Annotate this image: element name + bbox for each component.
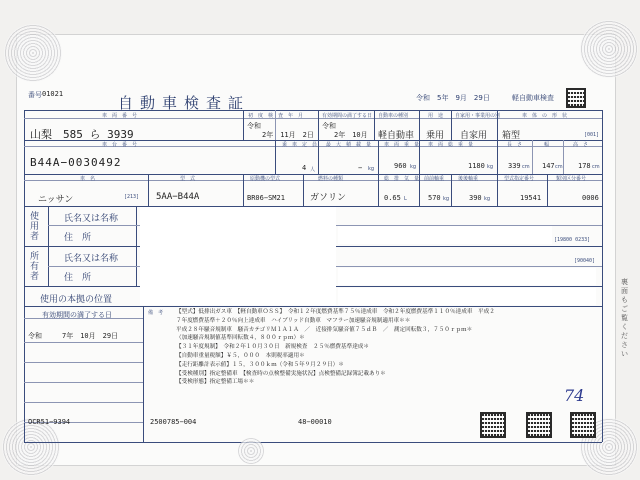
remark-line: 【自動車重量税額】￥５，０００ 本則税率適用＊ <box>176 352 305 359</box>
redacted-area <box>140 207 336 305</box>
chassis-header: 車 台 番 号 <box>102 142 138 148</box>
vehicle-kind: 軽自動車 <box>378 131 415 141</box>
capacity-unit: 人 <box>310 167 316 173</box>
remarks-label: 備 考 <box>148 310 164 316</box>
remark-line: 平成２８年騒音規制車 騒音カテゴリＭ１Ａ１Ａ ／ 近接排気騒音値７５ｄＢ ／ 測定回転数３，７５０ｒｐｍ＊ <box>176 326 473 333</box>
height-value: 178 <box>578 162 591 170</box>
side-note: 裏面もご覧ください <box>621 278 628 358</box>
footer-ocr-code: OCR51−9394 <box>28 418 71 426</box>
validity-era: 令和 <box>28 332 42 340</box>
body-shape: 箱型 <box>502 131 521 141</box>
qr-code <box>480 412 506 438</box>
rear-axle-unit: kg <box>484 196 491 202</box>
remark-line: 【３１年度規制】 令和２年１０月３０日 新規検査 ２５％燃費基準達成＊ <box>176 344 369 351</box>
gross-weight-value: 1180 <box>468 162 485 170</box>
displacement-unit: L <box>404 196 407 202</box>
validity-label: 有効期間の満了する日 <box>42 311 112 319</box>
chassis-number: B44A−0030492 <box>30 156 122 169</box>
displacement-header: 総 排 気 量 <box>384 176 420 182</box>
remarks-list <box>176 308 495 387</box>
maker-name: ニッサン <box>38 195 74 205</box>
usage-header: 用 途 <box>428 113 444 119</box>
front-axle-header: 前前軸重 <box>424 176 445 182</box>
redacted-area <box>338 226 552 244</box>
class-number: 0006 <box>582 194 599 202</box>
usage: 乗用 <box>426 131 445 141</box>
purpose-header: 自家用・事業用の別 <box>455 113 501 119</box>
engine-model: BR06−SM21 <box>247 194 285 202</box>
height-unit: cm <box>592 164 600 170</box>
expiry-header: 有効期間の満了する日 <box>322 113 373 119</box>
plate-header: 車 両 番 号 <box>102 113 138 119</box>
gross-weight-header: 車 両 総 重 量 <box>428 142 474 148</box>
remark-line: 【受検形態】指定整備工場＊＊ <box>176 379 255 386</box>
page-title: 自動車検査証 <box>118 94 251 112</box>
first-reg-era: 令和 <box>247 122 261 130</box>
gross-weight-unit: kg <box>487 164 494 170</box>
max-load-unit: kg <box>368 166 375 172</box>
length-header: 長 さ <box>507 142 523 148</box>
front-axle-value: 570 <box>428 194 441 202</box>
seal-icon <box>238 438 264 464</box>
doc-number-label: 番号 <box>28 91 42 99</box>
height-header: 高 さ <box>573 142 589 148</box>
weight-value: 960 <box>394 162 407 170</box>
footer-serial: 2500785−004 <box>150 418 197 426</box>
first-reg-header: 初 度 検 査 年 月 <box>248 113 304 119</box>
rear-axle-header: 後後軸重 <box>458 176 479 182</box>
qr-code <box>570 412 596 438</box>
front-axle-unit: kg <box>443 196 450 202</box>
user-name-label: 氏名又は名称 <box>64 214 119 224</box>
owner-code: [90040] <box>574 258 596 264</box>
base-location-label: 使用の本拠の位置 <box>40 295 113 305</box>
owner-address-label: 住 所 <box>64 273 92 283</box>
model-header: 型 式 <box>180 176 196 182</box>
vehicle-kind-header: 自動車の種別 <box>378 113 409 119</box>
body-shape-code: [001] <box>584 132 600 138</box>
redacted-area <box>338 288 596 305</box>
model-cert-number: 19541 <box>520 194 542 202</box>
weight-header: 車 両 重 量 <box>384 142 420 148</box>
remark-line: 【型式】低排出ガス車 【軽自動車ＯＳＳ】 令和１２年度燃費基準７５％達成車 令和２年度燃費基準１１０％達成車 平成２ <box>176 309 495 315</box>
category-tag: 軽自動車検査 <box>512 94 554 102</box>
max-load-header: 最 大 積 載 量 <box>326 142 372 148</box>
first-reg-date: 2年 11月 2日 <box>262 131 314 139</box>
remark-line: （加速騒音規制値基準回転数４，８００ｒｐｍ）＊ <box>176 335 305 342</box>
width-header: 幅 <box>544 142 550 148</box>
issue-date: 令和 5年 9月 29日 <box>416 94 490 102</box>
user-address-label: 住 所 <box>64 233 92 243</box>
weight-unit: kg <box>410 164 417 170</box>
width-unit: cm <box>555 164 563 170</box>
corner-emblem-icon <box>4 24 62 82</box>
expiry-era: 令和 <box>322 122 336 130</box>
vehicle-model: 5AA−B44A <box>156 192 200 202</box>
length-value: 339 <box>508 162 521 170</box>
rear-axle-value: 390 <box>469 194 482 202</box>
qr-code <box>566 88 586 108</box>
purpose: 自家用 <box>460 131 488 141</box>
expiry-date: 2年 10月 <box>334 131 368 139</box>
maker-code: [213] <box>124 194 140 200</box>
owner-name-label: 氏名又は名称 <box>64 254 119 264</box>
body-shape-header: 車 体 の 形 状 <box>522 113 568 119</box>
length-unit: cm <box>522 164 530 170</box>
max-load-value: − <box>358 164 363 172</box>
corner-emblem-icon <box>580 20 638 78</box>
user-code: [19800 0233] <box>554 237 591 243</box>
displacement-value: 0.65 <box>384 194 401 202</box>
capacity-header: 乗 車 定 員 <box>282 142 318 148</box>
capacity-value: 4 <box>302 164 307 172</box>
footer-code: 48−00010 <box>298 418 332 426</box>
class-number-header: 類別区分番号 <box>556 176 587 182</box>
corner-emblem-icon <box>2 418 60 476</box>
plate-number: 山梨 585 ら 3939 <box>30 128 134 141</box>
maker-header: 車 名 <box>80 176 96 182</box>
model-cert-header: 型式指定番号 <box>504 176 535 182</box>
redacted-area <box>338 268 596 285</box>
engine-header: 原動機の型式 <box>250 176 281 182</box>
validity-date: 7年 10月 29日 <box>62 332 119 340</box>
fuel-header: 燃料の種類 <box>318 176 344 182</box>
qr-code <box>526 412 552 438</box>
handwritten-note: 74 <box>564 386 585 405</box>
owner-label: 所有者 <box>30 252 40 282</box>
remark-line: ７年度燃費基準＋２０％向上達成車 ハイブリッド自動車 マフラー加速騒音規制適用車＊＊ <box>176 317 411 324</box>
fuel-type: ガソリン <box>310 193 347 203</box>
remark-line: 【走行距離計表示値】１５，３００ｋｍ（令和５年９月２９日）＊ <box>176 361 344 368</box>
remark-line: 【受検種別】指定整備車 【検査時の点検整備実施状況】点検整備記録簿記載あり＊ <box>176 370 386 377</box>
width-value: 147 <box>542 162 555 170</box>
doc-number: 01021 <box>42 90 64 98</box>
user-label: 使用者 <box>30 212 40 242</box>
